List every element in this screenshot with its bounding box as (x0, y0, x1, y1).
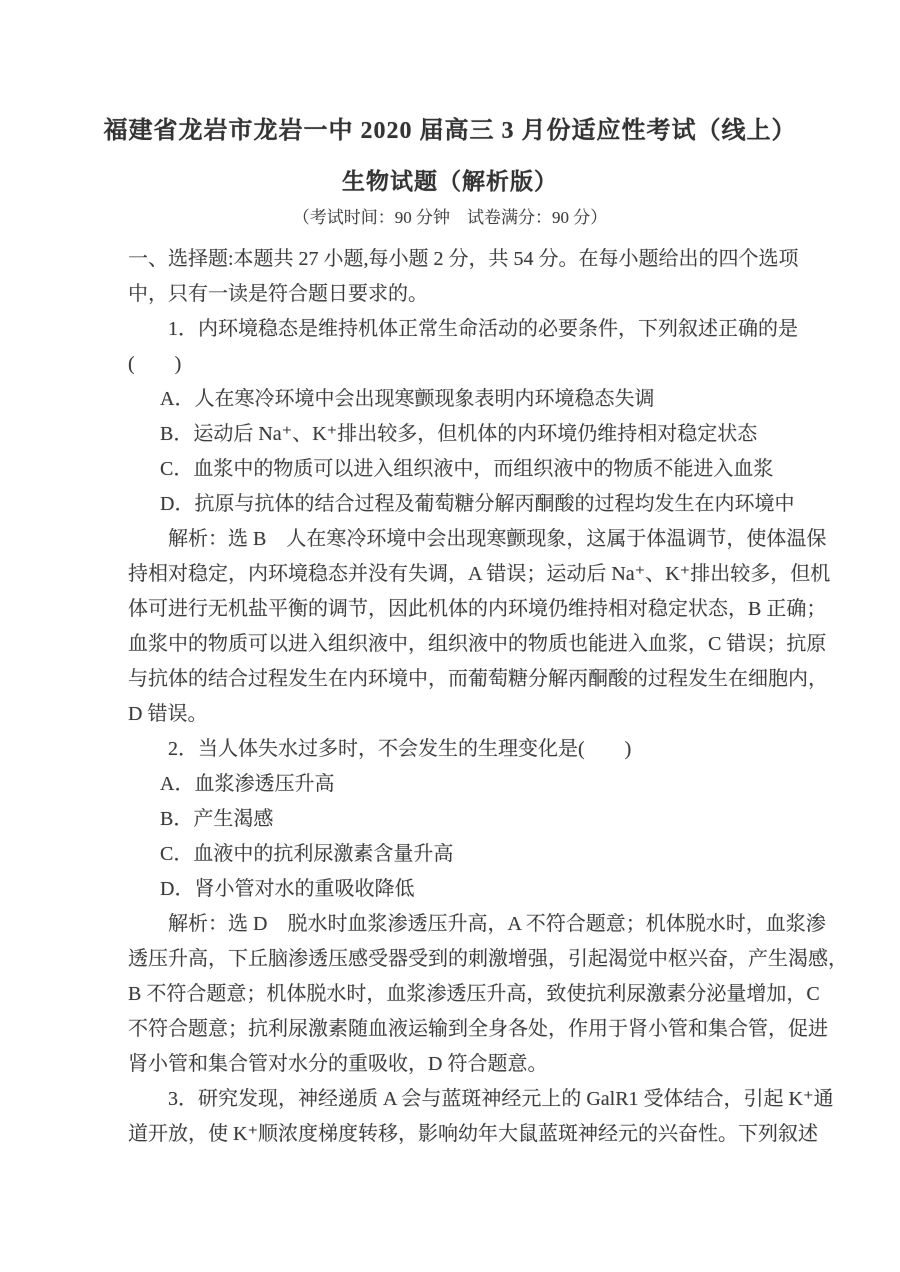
text-line: D．抗原与抗体的结合过程及葡萄糖分解丙酮酸的过程均发生在内环境中 (160, 493, 795, 515)
document-body (128, 242, 848, 1152)
text-line: B．产生渴感 (160, 808, 274, 830)
text-line: 体可进行无机盐平衡的调节，因此机体的内环境仍维持相对稳定状态，B 正确； (128, 598, 827, 620)
text-line: 透压升高，下丘脑渗透压感受器受到的刺激增强，引起渴觉中枢兴奋，产生渴感， (128, 948, 848, 970)
text-line: ( ) (128, 353, 182, 375)
text-line: 一、选择题:本题共 27 小题,每小题 2 分，共 54 分。在每小题给出的四个选项 (128, 248, 799, 270)
text-line: 道开放，使 K⁺顺浓度梯度转移，影响幼年大鼠蓝斑神经元的兴奋性。下列叙述 (128, 1123, 818, 1145)
text-line: 肾小管和集合管对水分的重吸收，D 符合题意。 (128, 1053, 548, 1075)
text-line: 2．当人体失水过多时，不会发生的生理变化是( ) (168, 738, 632, 760)
text-line: 血浆中的物质可以进入组织液中，组织液中的物质也能进入血浆，C 错误；抗原 (128, 633, 827, 655)
text-line: A．人在寒冷环境中会出现寒颤现象表明内环境稳态失调 (160, 388, 655, 410)
text-line: 1．内环境稳态是维持机体正常生命活动的必要条件，下列叙述正确的是 (168, 318, 798, 340)
text-line: A．血浆渗透压升高 (160, 773, 335, 795)
page-title: 福建省龙岩市龙岩一中 2020 届高三 3 月份适应性考试（线上） (103, 118, 797, 144)
text-line: 与抗体的结合过程发生在内环境中，而葡萄糖分解丙酮酸的过程发生在细胞内， (128, 668, 828, 690)
text-line: C．血液中的抗利尿激素含量升高 (160, 843, 454, 865)
text-line: D 错误。 (128, 703, 208, 725)
text-line: 不符合题意；抗利尿激素随血液运输到全身各处，作用于肾小管和集合管，促进 (128, 1018, 828, 1040)
text-line: 解析：选 B 人在寒冷环境中会出现寒颤现象，这属于体温调节，使体温保 (168, 528, 827, 550)
text-line: B．运动后 Na⁺、K⁺排出较多，但机体的内环境仍维持相对稳定状态 (160, 423, 758, 445)
document-subtitle: 生物试题（解析版） (342, 169, 558, 194)
text-line: 持相对稳定，内环境稳态并没有失调，A 错误；运动后 Na⁺、K⁺排出较多，但机 (128, 563, 831, 585)
text-line: 中，只有一读是符合题日要求的。 (128, 283, 428, 305)
text-line: 解析：选 D 脱水时血浆渗透压升高，A 不符合题意；机体脱水时，血浆渗 (168, 913, 826, 935)
text-line: B 不符合题意；机体脱水时，血浆渗透压升高，致使抗利尿激素分泌量增加，C (128, 983, 820, 1005)
text-line: D．肾小管对水的重吸收降低 (160, 878, 415, 900)
exam-info: （考试时间：90 分钟 试卷满分：90 分） (292, 208, 608, 227)
text-line: 3．研究发现，神经递质 A 会与蓝斑神经元上的 GalR1 受体结合，引起 K⁺通 (168, 1088, 834, 1110)
text-line: C．血浆中的物质可以进入组织液中，而组织液中的物质不能进入血浆 (160, 458, 774, 480)
